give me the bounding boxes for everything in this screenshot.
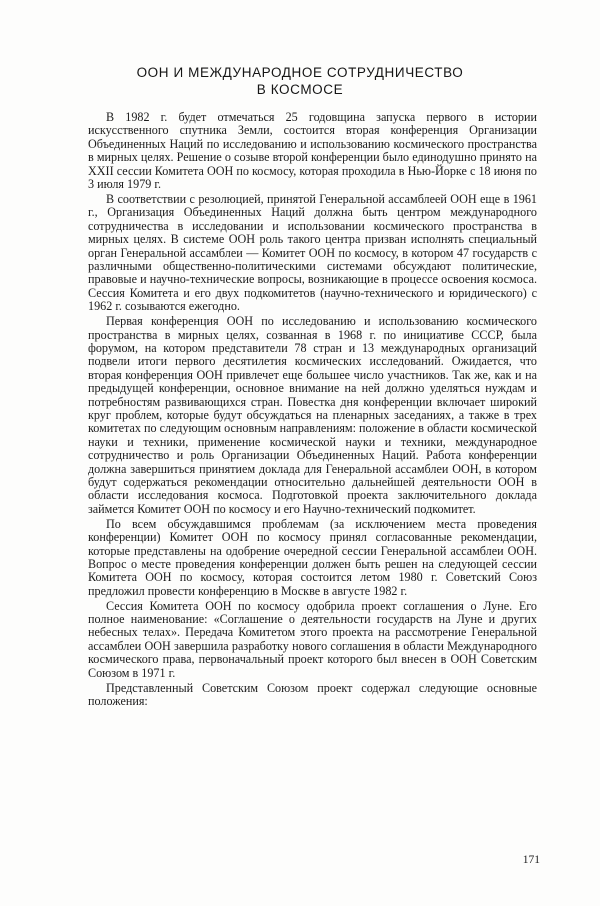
paragraph-6: Представленный Советским Союзом проект содержал следующие основные положения: [88, 680, 537, 708]
page-title [60, 64, 540, 98]
paragraph-1: В 1982 г. будет отмечаться 25 годовщина запуска первого в истории искусственного спутника Земли, состоится вторая конференция Организации Объединенных Наций по исследованию и использованию космического пространства в мирных целях. Решение о созыве второй конференции было единодушно принято на XXII сессии Комитета ООН по космосу, которая проходила в Нью-Йорке с 18 июня по 3 июля 1979 г. [88, 110, 537, 192]
page-number: 171 [522, 854, 540, 866]
paragraph-2: В соответствии с резолюцией, принятой Генеральной ассамблеей ООН еще в 1961 г., Организация Объединенных Наций должна быть центром международного сотрудничества в исследовании и использовании космического пространства в мирных целях. В системе ООН роль такого центра призван исполнять специальный орган Генеральной ассамблеи — Комитет ООН по космосу, в котором 47 государств с различными общественно-политическими системами обсуждают политические, правовые и научно-технические вопросы, возникающие в процессе освоения космоса. Сессия Комитета и его двух подкомитетов (научно-технического и юридического) с 1962 г. созываются ежегодно. [88, 191, 537, 314]
paragraph-4: По всем обсуждавшимся проблемам (за исключением места проведения конференции) Комитет ООН по космосу принял согласованные рекомендации, которые представлены на одобрение очередной сессии Генеральной ассамблеи ООН. Вопрос о месте проведения конференции должен быть решен на следующей сессии Комитета ООН по космосу, которая состоится летом 1980 г. Советский Союз предложил провести конференцию в Москве в августе 1982 г. [88, 516, 537, 598]
article-body [88, 111, 537, 708]
paragraph-5: Сессия Комитета ООН по космосу одобрила проект соглашения о Луне. Его полное наименование: «Соглашение о деятельности государств на Луне и других небесных телах». Передача Комитетом этого проекта на рассмотрение Генеральной ассамблеи ООН завершила разработку нового соглашения в области Международного космического права, первоначальный проект которого был внесен в ООН Советским Союзом в 1971 г. [88, 598, 537, 680]
title-line-1: ООН И МЕЖДУНАРОДНОЕ СОТРУДНИЧЕСТВО [136, 65, 464, 80]
paragraph-3: Первая конференция ООН по исследованию и использованию космического пространства в мирных целях, созванная в 1968 г. по инициативе СССР, была форумом, на котором представители 78 стран и 13 международных организаций подвели итоги первого десятилетия космических исследований. Ожидается, что вторая конференция ООН привлечет еще большее число участников. Так же, как и на предыдущей конференции, основное внимание на ней должно уделяться нуждам и потребностям развивающихся стран. Повестка дня конференции включает широкий круг проблем, которые будут обсуждаться на пленарных заседаниях, а также в трех комитетах по следующим основным направлениям: положение в области космической науки и техники, применение космической науки и техники, международное сотрудничество и роль Организации Объединенных Наций. Работа конференции должна завершиться принятием доклада для Генеральной ассамблеи ООН, в котором будут содержаться рекомендации относительно дальнейшей деятельности ООН в области исследования космоса. Подготовкой проекта заключительного доклада займется Комитет ООН по космосу и его Научно-технический подкомитет. [88, 314, 537, 516]
title-line-2: В КОСМОСЕ [256, 82, 344, 97]
